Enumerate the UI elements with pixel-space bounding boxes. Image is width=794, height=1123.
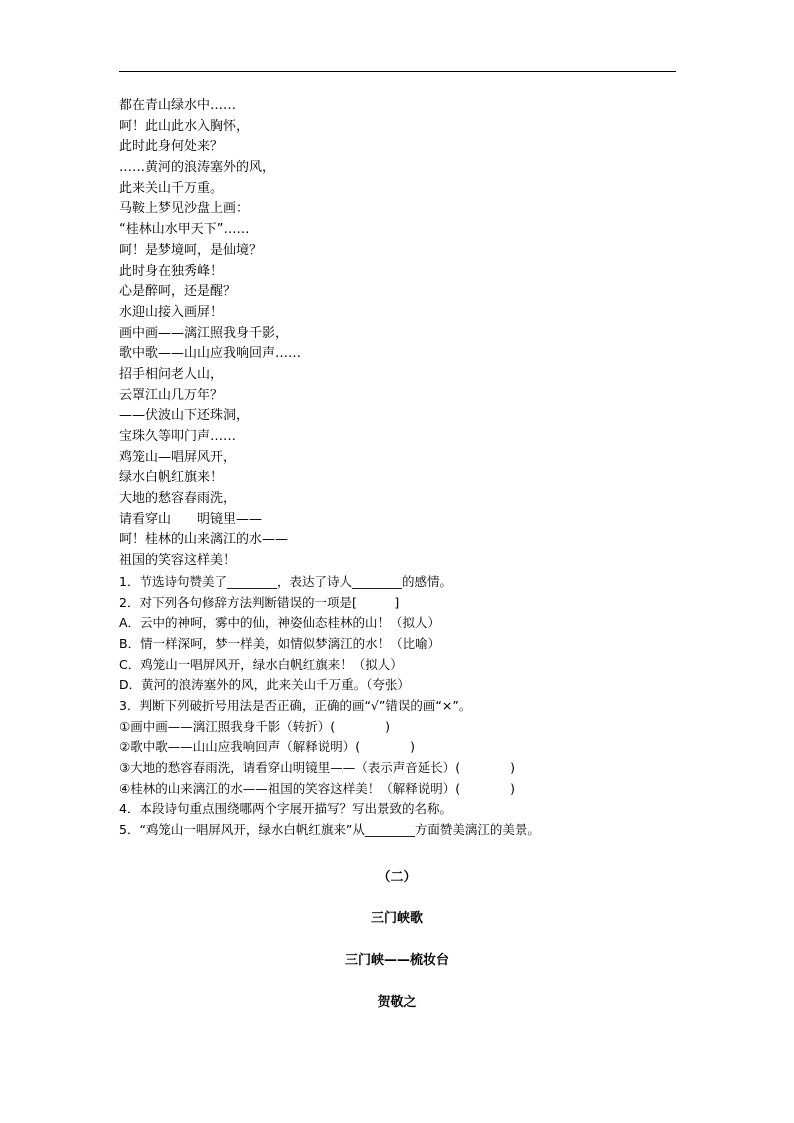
- poem-line: 招手相问老人山，: [119, 366, 224, 382]
- question-line: 3．判断下列破折号用法是否正确，正确的画“√”错误的画“×”。: [119, 697, 472, 713]
- question-option: ②歌中歌——山山应我响回声（解释说明）( ): [119, 739, 415, 755]
- poem-excerpt: [119, 96, 719, 841]
- question-option: A．云中的神呵，雾中的仙，神姿仙态桂林的山！（拟人）: [119, 615, 441, 631]
- question-option: ①画中画——漓江照我身千影（转折）( ): [119, 718, 390, 734]
- poem-line: ——伏波山下还珠洞，: [119, 408, 250, 424]
- poem-line: 都在青山绿水中……: [119, 98, 237, 113]
- poem-line: 云罩江山几万年？: [119, 387, 224, 403]
- section-heading: （二）: [377, 870, 417, 885]
- poem-line: 祖国的笑容这样美！: [119, 553, 237, 569]
- poem-line: 宝珠久等叩门声……: [119, 429, 237, 444]
- question-line: 2．对下列各句修辞方法判断错误的一项是[ ]: [119, 594, 400, 610]
- poem-line: 水迎山接入画屏！: [119, 304, 224, 320]
- header-rule: [119, 71, 676, 72]
- question-line: 1．节选诗句赞美了________，表达了诗人________的感情。: [119, 573, 452, 589]
- poem-line: 大地的愁容春雨洗，: [119, 491, 237, 507]
- article-title: 三门峡歌: [370, 911, 423, 926]
- question-line: 5．“鸡笼山一唱屏风开，绿水白帆红旗来”从________方面赞美漓江的美景。: [119, 822, 540, 838]
- poem-line: 此时此身何处来？: [119, 139, 224, 155]
- poem-line: 此来关山千万重。: [119, 180, 224, 196]
- article-subtitle: 三门峡——梳妆台: [344, 953, 449, 968]
- poem-line: 请看穿山 明镜里——: [119, 511, 263, 527]
- question-option: D．黄河的浪涛塞外的风，此来关山千万重。（夸张）: [119, 677, 410, 693]
- poem-line: 绿水白帆红旗来！: [119, 470, 224, 486]
- question-option: ③大地的愁容春雨洗，请看穿山明镜里——（表示声音延长）( ): [119, 760, 515, 775]
- question-line: 4．本段诗句重点围绕哪两个字展开描写？写出景致的名称。: [119, 801, 452, 817]
- author: 贺敬之: [377, 995, 417, 1010]
- poem-line: 此时身在独秀峰！: [119, 263, 224, 279]
- question-option: ④桂林的山来漓江的水——祖国的笑容这样美！（解释说明）( ): [119, 780, 515, 796]
- poem-line: 心是醉呵，还是醒？: [119, 284, 237, 300]
- question-option: C．鸡笼山一唱屏风开，绿水白帆红旗来！（拟人）: [119, 656, 403, 672]
- poem-line: 画中画——漓江照我身千影，: [119, 325, 289, 341]
- poem-line: 呵！桂林的山来漓江的水——: [119, 532, 289, 548]
- poem-line: 呵！是梦境呵，是仙境？: [119, 242, 263, 258]
- poem-line: “桂林山水甲天下”……: [119, 222, 250, 238]
- poem-line: 呵！此山此水入胸怀，: [119, 118, 250, 134]
- question-option: B．情一样深呵，梦一样美，如情似梦漓江的水！（比喻）: [119, 635, 441, 651]
- poem-line: 鸡笼山—唱屏风开，: [119, 449, 237, 465]
- poem-line: ……黄河的浪涛塞外的风，: [119, 160, 276, 176]
- poem-line: 歌中歌——山山应我响回声……: [119, 346, 302, 362]
- poem-line: 马鞍上梦见沙盘上画：: [119, 201, 250, 217]
